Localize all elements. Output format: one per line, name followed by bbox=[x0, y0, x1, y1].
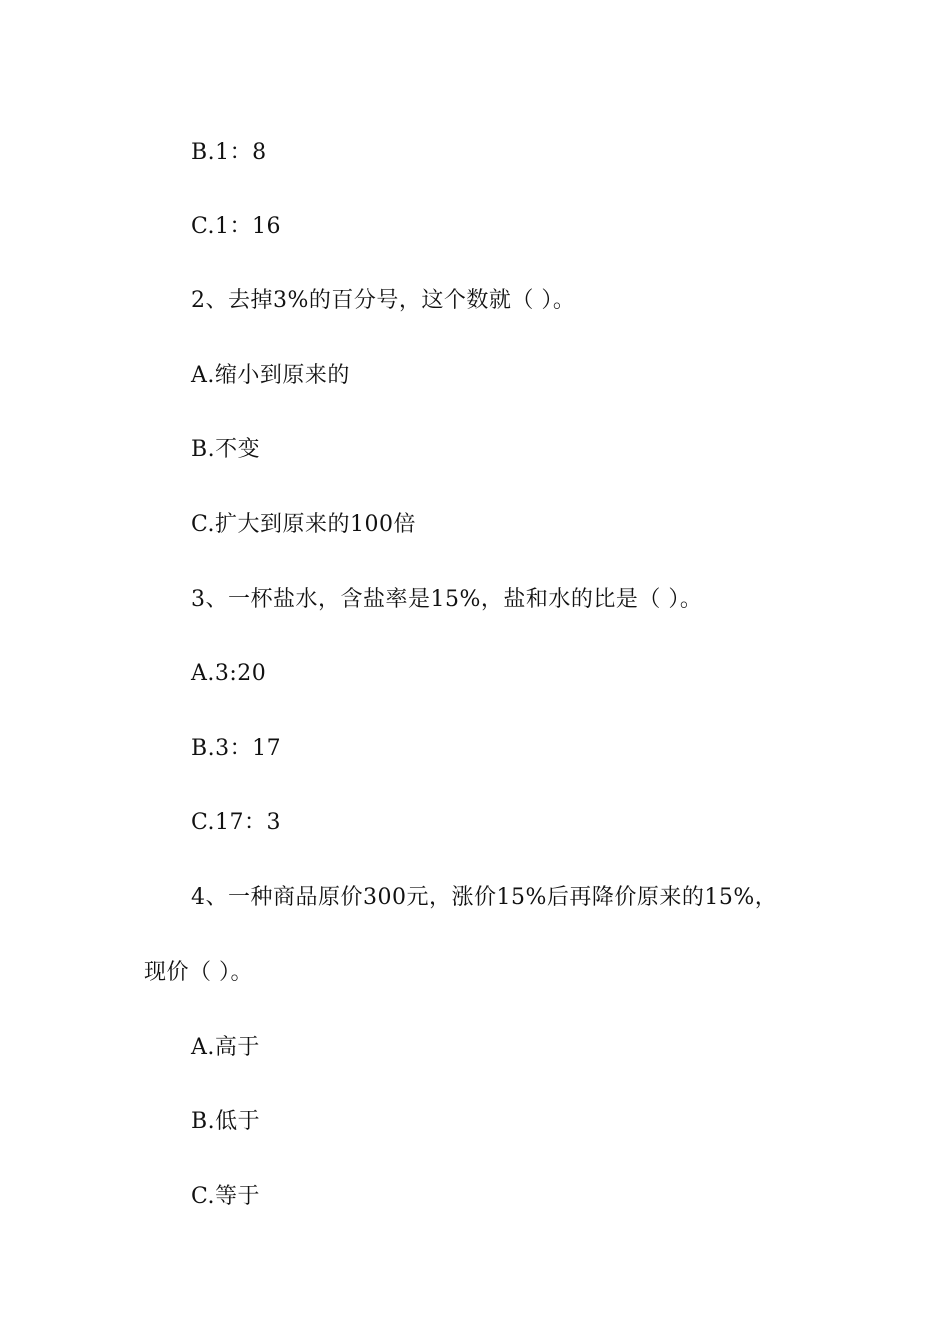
question-3: 3、一杯盐水，含盐率是15%，盐和水的比是（ ）。 bbox=[191, 587, 703, 612]
option-a-q2: A.缩小到原来的 bbox=[191, 363, 350, 388]
option-c-q1: C.1：16 bbox=[191, 214, 282, 239]
option-a-q4: A.高于 bbox=[191, 1035, 260, 1060]
option-b-q2: B.不变 bbox=[191, 437, 261, 462]
option-a-q3: A.3:20 bbox=[191, 661, 267, 686]
option-c-q3: C.17：3 bbox=[191, 810, 282, 835]
option-c-q2: C.扩大到原来的100倍 bbox=[191, 512, 417, 537]
option-c-q4: C.等于 bbox=[191, 1184, 261, 1209]
option-b-q1: B.1：8 bbox=[191, 140, 267, 165]
option-b-q3: B.3：17 bbox=[191, 736, 282, 761]
question-4: 4、一种商品原价300元，涨价15%后再降价原来的15%， bbox=[191, 885, 778, 910]
question-4-continued: 现价（ ）。 bbox=[144, 960, 253, 985]
question-2: 2、去掉3%的百分号，这个数就（ ）。 bbox=[191, 288, 576, 313]
option-b-q4: B.低于 bbox=[191, 1109, 261, 1134]
